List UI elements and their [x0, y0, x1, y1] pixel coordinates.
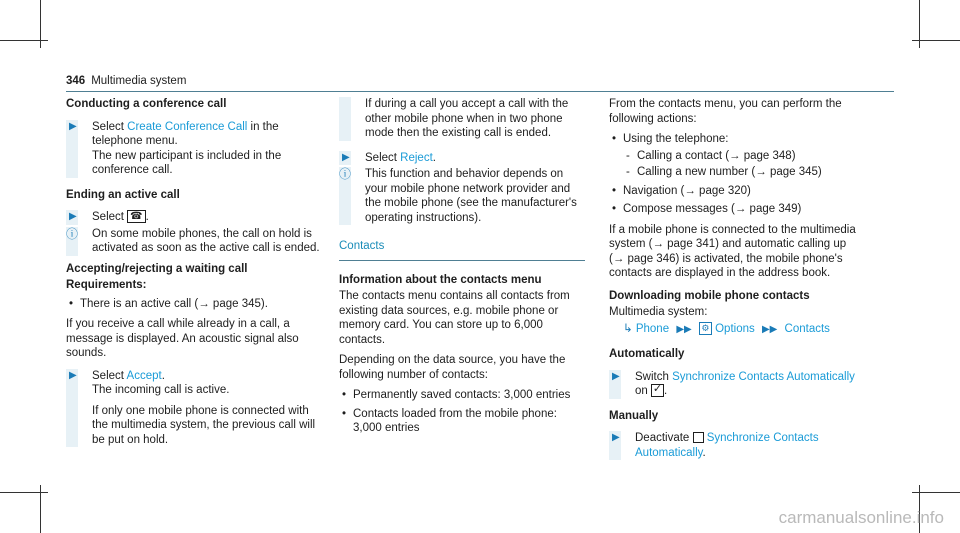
- intro-text: From the contacts menu, you can perform the following actions:: [609, 98, 842, 125]
- path-arrow-icon: ▶▶: [676, 323, 692, 335]
- reject-step: [339, 151, 585, 166]
- crop-mark: [0, 40, 48, 41]
- step-text: Select: [365, 151, 401, 164]
- step-text: Select: [92, 369, 127, 382]
- info-text: The contacts menu contains all contacts from existing data sources, e.g. mobile phone or memory card. You can store up to 6,000 contacts.: [339, 290, 570, 346]
- list-item-text: Using the telephone:: [623, 133, 729, 145]
- accept-step: [66, 369, 322, 448]
- step-text: .: [432, 151, 436, 164]
- step-text: Switch: [635, 370, 673, 383]
- header-divider: [66, 91, 894, 92]
- end-call-heading: Ending an active call: [66, 188, 180, 201]
- create-conference-call-link[interactable]: Create Conference Call: [127, 120, 248, 133]
- info-icon: ⓘ: [339, 167, 352, 181]
- conference-step: [66, 120, 322, 178]
- step-text: Select: [92, 211, 128, 223]
- deactivate-step: [609, 431, 859, 460]
- step-arrow-icon: ▶: [69, 211, 77, 222]
- step-arrow-icon: ▶: [69, 120, 77, 132]
- waiting-text: If you receive a call while already in a call, a message is displayed. An acoustic signal also sounds.: [66, 318, 299, 359]
- step-result: The new participant is included in the conference call.: [92, 149, 282, 176]
- path-phone-link[interactable]: Phone: [635, 322, 670, 335]
- step-text: .: [702, 446, 706, 459]
- depend-text: Depending on the data source, you have the following number of contacts:: [339, 354, 566, 381]
- menu-path: [609, 322, 859, 338]
- contacts-count-list: [339, 388, 585, 436]
- step-text: in the telephone menu.: [92, 120, 279, 147]
- accept-step-continued: [339, 97, 585, 141]
- sub-list-item: - Calling a new number (→ page 345): [623, 165, 859, 180]
- column-3: [609, 97, 859, 462]
- checkbox-unchecked-icon[interactable]: [693, 432, 704, 443]
- reject-link[interactable]: Reject: [400, 151, 433, 164]
- section-title: Multimedia system: [91, 75, 187, 87]
- conference-heading: Conducting a conference call: [66, 98, 227, 110]
- manually-heading: Manually: [609, 409, 659, 422]
- crop-mark: [912, 40, 960, 41]
- step-text: .: [161, 369, 165, 382]
- path-arrow-icon: ▶▶: [761, 323, 778, 335]
- reject-note: [339, 167, 585, 225]
- step-result: If only one mobile phone is connected with the multimedia system, the previous call will be put on hold.: [92, 404, 316, 446]
- note-text: This function and behavior depends on your mobile phone network provider and the mobile phone (see the manufacturer's operating instructions).: [365, 168, 577, 224]
- crop-mark: [912, 492, 960, 493]
- path-contacts-link[interactable]: Contacts: [784, 322, 830, 335]
- sync-contacts-link[interactable]: Synchronize Contacts Automatically: [672, 370, 855, 383]
- step-text: Select: [92, 120, 128, 133]
- column-1: [66, 97, 322, 449]
- section-divider: [339, 260, 585, 261]
- info-icon: ⓘ: [66, 226, 79, 241]
- sync-contacts-link[interactable]: Synchronize Contacts Automatically: [635, 432, 819, 459]
- checkbox-checked-icon[interactable]: ✓: [652, 383, 663, 396]
- note-text: On some mobile phones, the call on hold is activated as soon as the active call is ended.: [92, 227, 320, 254]
- end-call-step: [66, 210, 322, 225]
- step-arrow-icon: ▶: [342, 151, 350, 163]
- list-item: • Compose messages (→ page 349): [609, 202, 859, 217]
- step-text: .: [145, 211, 149, 223]
- list-item: • Navigation (→ page 320): [609, 184, 859, 199]
- step-text: on: [635, 385, 648, 397]
- info-heading: Information about the contacts menu: [339, 273, 542, 286]
- contacts-section-title: Contacts: [339, 240, 385, 252]
- end-call-note: [66, 227, 322, 256]
- column-2: [339, 97, 585, 442]
- step-arrow-icon: ▶: [69, 369, 77, 381]
- list-item: • Contacts loaded from the mobile phone: 3,000 entries: [339, 407, 585, 436]
- page-number: 346: [66, 75, 86, 87]
- sub-list: [623, 149, 859, 180]
- accept-link[interactable]: Accept: [126, 369, 162, 382]
- multimedia-label: Multimedia system:: [609, 306, 708, 318]
- connected-text: If a mobile phone is connected to the multimedia system (→ page 341) and automatic calling up (→ page 346) is activated, the mobile phone's contacts are displayed in the address book.: [609, 223, 856, 279]
- automatically-heading: Automatically: [609, 348, 685, 360]
- step-arrow-icon: ▶: [612, 432, 620, 443]
- crop-mark: [0, 492, 48, 493]
- sub-list-item: - Calling a contact (→ page 348): [623, 149, 859, 164]
- list-item: • There is an active call (→ page 345).: [66, 297, 322, 312]
- requirements-heading: Requirements:: [66, 279, 147, 291]
- path-options-link[interactable]: Options: [715, 322, 755, 335]
- accept-reject-heading: Accepting/rejecting a waiting call: [66, 262, 248, 275]
- step-result: If during a call you accept a call with the other mobile phone when in two phone mode then the existing call is ended.: [365, 98, 569, 139]
- page-header: [66, 74, 186, 89]
- step-arrow-icon: ▶: [612, 370, 620, 382]
- step-bar: [339, 97, 351, 141]
- step-result: The incoming call is active.: [92, 384, 230, 396]
- gear-icon[interactable]: ⚙: [699, 322, 712, 335]
- watermark: carmanualsonline.info: [778, 507, 944, 527]
- download-heading: Downloading mobile phone contacts: [609, 289, 810, 302]
- list-item: • Permanently saved contacts: 3,000 entries: [339, 388, 585, 403]
- step-text: Deactivate: [635, 432, 693, 444]
- list-item: [609, 132, 859, 180]
- actions-list: [609, 132, 859, 217]
- return-arrow-icon: ↳: [623, 322, 633, 335]
- requirements-list: [66, 297, 322, 312]
- switch-step: ▶ Switch Synchronize Contacts Automatically on ✓ .: [609, 370, 859, 399]
- end-call-icon[interactable]: ☎: [127, 210, 145, 223]
